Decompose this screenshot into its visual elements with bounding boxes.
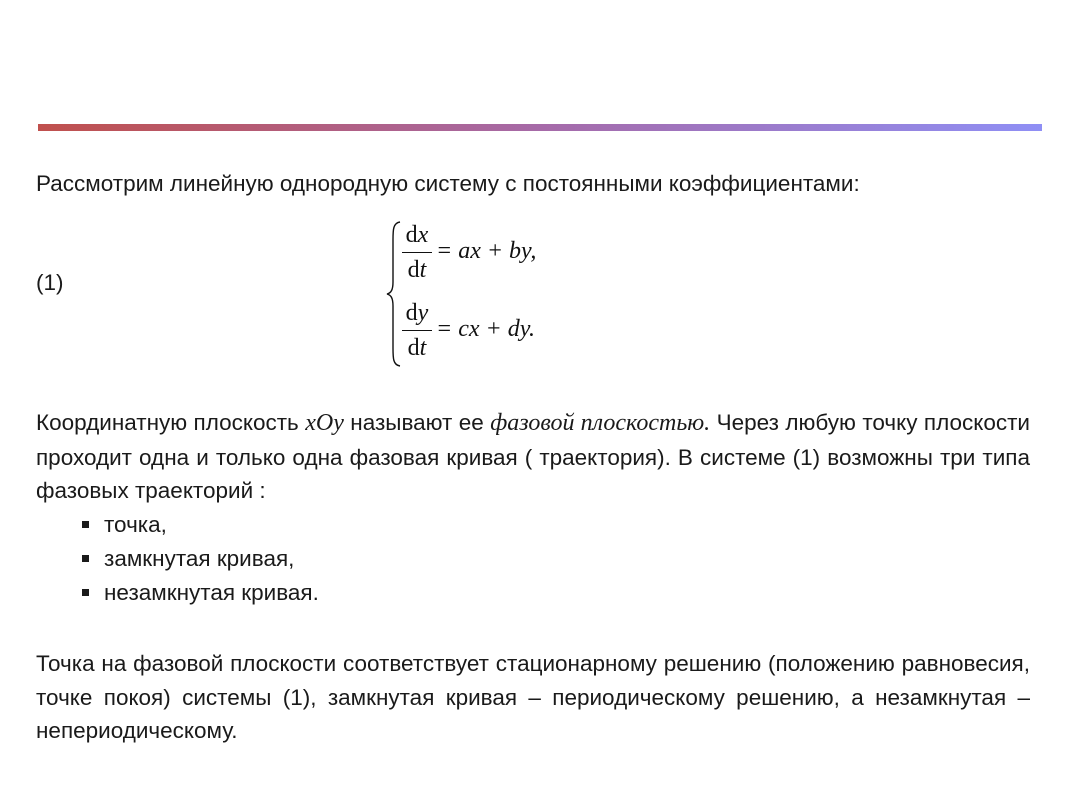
title-divider-bar — [38, 124, 1042, 131]
differential-system — [386, 220, 586, 368]
equation-1-rhs: = ax + by, — [436, 238, 537, 264]
list-item: незамкнутая кривая. — [36, 576, 319, 610]
fraction-dx-dt: dx dt — [402, 220, 432, 285]
bullet-square-icon — [82, 589, 89, 596]
phase-plane-term: фазовой плоскостью. — [490, 410, 711, 436]
equation-number: (1) — [36, 270, 64, 295]
phase-plane-paragraph: Координатную плоскость xOy называют ее фазовой плоскостью. Через любую точку плоскости проходит одна и только одна фазовая кривая ( траектория). В системе (1) возможны три типа фазовых траекторий : — [36, 410, 1030, 503]
left-brace — [386, 220, 402, 368]
list-item: замкнутая кривая, — [36, 542, 319, 576]
solutions-paragraph: Точка на фазовой плоскости соответствует стационарному решению (положению равновесия, точке покоя) системы (1), замкнутая кривая – периодическому решению, а незамкнутая – непериодическому. — [36, 651, 1030, 743]
equation-2-rhs: = cx + dy. — [436, 316, 536, 342]
bullet-square-icon — [82, 521, 89, 528]
intro-text: Рассмотрим линейную однородную систему с постоянными коэффициентами: — [36, 171, 860, 196]
fraction-dy-dt: dy dt — [402, 298, 432, 363]
bullet-square-icon — [82, 555, 89, 562]
trajectory-types-list — [36, 508, 319, 610]
list-item: точка, — [36, 508, 319, 542]
xoy-symbol: xOy — [305, 410, 344, 436]
